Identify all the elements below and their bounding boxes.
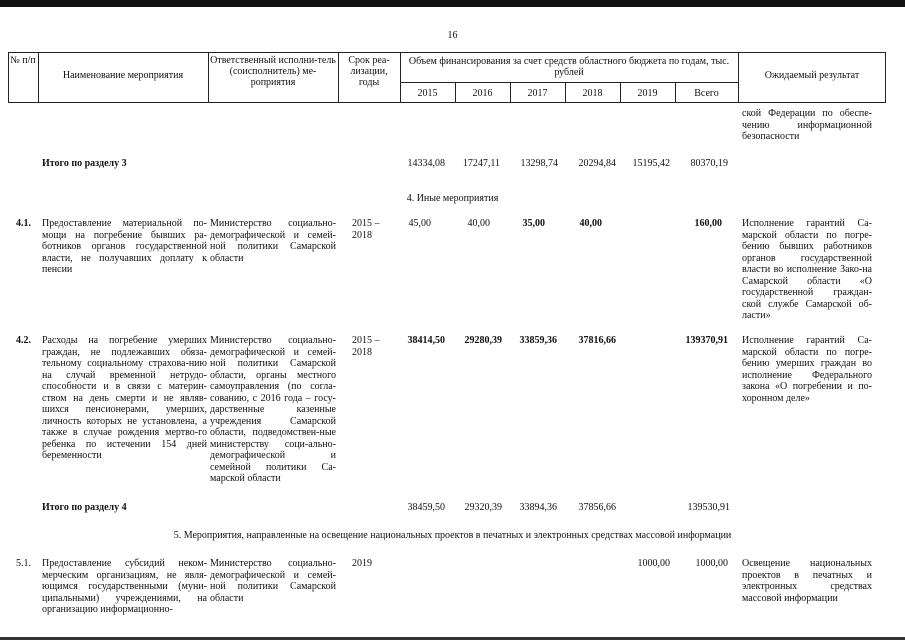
row42-term: 2015 – 2018 [352, 335, 380, 358]
row51-result: Освещение национальных проектов в печатных и электронных средствах массовой информации [742, 558, 872, 604]
total3-2017: 13298,74 [520, 158, 558, 169]
total3-2015: 14334,08 [407, 158, 445, 169]
row42-name: Расходы на погребение умерших граждан, не подлежавших обяза-тельному социальному страхова-нию на случай временной нетрудо-способности и в связи с материн-ством на день смерти и не являв-шихся пенсионерами, умерших, личность которых не установлена, а также в случае рождения мертво-го ребенка по истечении 154 дней беременности [42, 335, 207, 461]
total4-total: 139530,91 [687, 502, 730, 513]
row41-term: 2015 – 2018 [352, 218, 380, 241]
row42-2018: 37816,66 [578, 335, 616, 346]
row42-2015: 38414,50 [407, 335, 445, 346]
page-number: 16 [447, 30, 458, 41]
section4-heading: 4. Иные мероприятия [406, 193, 499, 204]
total4-2016: 29320,39 [464, 502, 502, 513]
header-year-2017: 2017 [527, 88, 548, 99]
header-num: № п/п [10, 55, 36, 66]
row41-2017: 35,00 [522, 218, 545, 229]
header-result: Ожидаемый результат [764, 70, 860, 81]
row51-responsible: Министерство социально-демографической и семей-ной политики Самарской области [210, 558, 336, 604]
row41-responsible: Министерство социально-демографической и семей-ной политики Самарской области [210, 218, 336, 264]
total4-2015: 38459,50 [407, 502, 445, 513]
row41-total: 160,00 [694, 218, 722, 229]
total4-2017: 33894,36 [519, 502, 557, 513]
total3-2019: 15195,42 [632, 158, 670, 169]
header-total: Всего [694, 88, 719, 99]
header-year-2019: 2019 [637, 88, 658, 99]
row41-num: 4.1. [16, 218, 31, 229]
row41-result: Исполнение гарантий Са-марской области по погре-бению бывших работников органов государственной власти во исполнение Зако-на Самарской области «О государственной граждан-ской службе Самарской об-ласти» [742, 218, 872, 321]
row51-2019: 1000,00 [637, 558, 670, 569]
total3-total: 80370,19 [690, 158, 728, 169]
row42-2016: 29280,39 [464, 335, 502, 346]
row41-2015: 45,00 [408, 218, 431, 229]
row42-result: Исполнение гарантий Са-марской области по погре-бению умерших граждан во исполнение Федерального закона «О погребении и по-хоронном деле» [742, 335, 872, 404]
row41-name: Предоставление материальной по-мощи на погребение бывших ра-ботников органов государственной власти, не получавших доплату к пенсии [42, 218, 207, 275]
row51-term: 2019 [352, 558, 372, 569]
row51-total: 1000,00 [695, 558, 728, 569]
row41-2016: 40,00 [467, 218, 490, 229]
row51-num: 5.1. [16, 558, 31, 569]
top-border [0, 0, 905, 7]
header-year-2018: 2018 [582, 88, 603, 99]
row42-2017: 33859,36 [519, 335, 557, 346]
total4-label: Итого по разделу 4 [42, 502, 127, 513]
total3-2016: 17247,11 [462, 158, 500, 169]
table-header [8, 52, 886, 103]
total3-label: Итого по разделу 3 [42, 158, 127, 169]
header-responsible: Ответственный исполни-тель (соисполнитель) ме-роприятия [210, 55, 336, 88]
header-term: Срок реа-лизации, годы [348, 55, 390, 88]
header-year-2015: 2015 [417, 88, 438, 99]
carry-over-result: ской Федерации по обеспе-чению информационной безопасности [742, 108, 872, 142]
row51-name: Предоставление субсидий неком-мерческим организациям, не явля-ющимся государственными (муни-ципальными) учреждениями, на организацию информационно- [42, 558, 207, 615]
row42-num: 4.2. [16, 335, 31, 346]
header-financing: Объем финансирования за счет средств областного бюджета по годам, тыс. рублей [408, 56, 730, 78]
total3-2018: 20294,84 [578, 158, 616, 169]
header-name: Наименование мероприятия [62, 70, 184, 81]
row41-2018: 40,00 [579, 218, 602, 229]
header-year-2016: 2016 [472, 88, 493, 99]
total4-2018: 37856,66 [578, 502, 616, 513]
row42-responsible: Министерство социально-демографической и семей-ной политики Самарской области, органы местного самоуправления (по согла-сованию, с 2016 года – госу-дарственные казенные учреждения Самарской области, подведомствен-ные министерству соци-ально-демографической и семейной политики Са-марской области [210, 335, 336, 484]
section5-heading: 5. Мероприятия, направленные на освещение национальных проектов в печатных и электронных средствах массовой информации [173, 530, 732, 541]
row42-total: 139370,91 [685, 335, 728, 346]
